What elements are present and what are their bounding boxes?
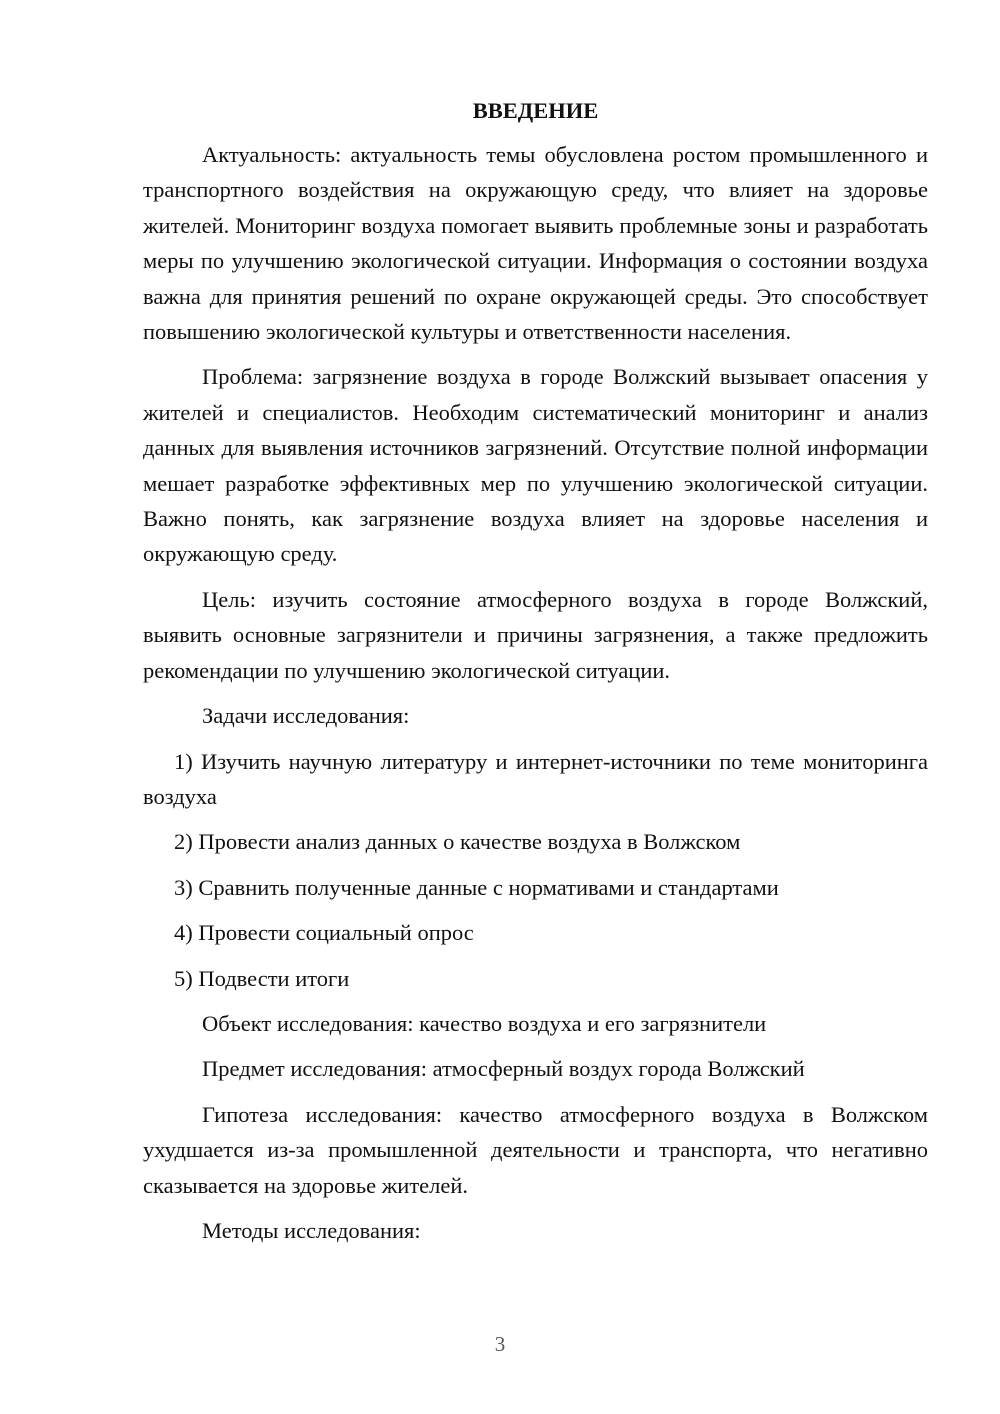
task-item-2: 2) Провести анализ данных о качестве воздуха в Волжском <box>174 829 741 855</box>
methods-heading: Методы исследования: <box>202 1217 421 1243</box>
task-item-5: 5) Подвести итоги <box>174 965 350 991</box>
hypothesis-paragraph: Гипотеза исследования: качество атмосферного воздуха в Волжском ухудшается из-за промышленной деятельности и транспорта, что негативно сказывается на здоровье жителей. <box>143 1101 928 1198</box>
section-title: ВВЕДЕНИЕ <box>472 98 599 123</box>
subject-paragraph: Предмет исследования: атмосферный воздух города Волжский <box>202 1056 805 1082</box>
task-item-4: 4) Провести социальный опрос <box>174 920 474 946</box>
page-number: 3 <box>494 1332 506 1356</box>
page-content <box>143 95 928 1248</box>
relevance-paragraph: Актуальность: актуальность темы обусловлена ростом промышленного и транспортного воздействия на окружающую среду, что влияет на здоровье жителей. Мониторинг воздуха помогает выявить проблемные зоны и разработать меры по улучшению экологической ситуации. Информация о состоянии воздуха важна для принятия решений по охране окружающей среды. Это способствует повышению экологической культуры и ответственности населения. <box>143 142 928 345</box>
task-item-3: 3) Сравнить полученные данные с нормативами и стандартами <box>174 874 779 900</box>
tasks-heading: Задачи исследования: <box>202 703 410 729</box>
goal-paragraph: Цель: изучить состояние атмосферного воздуха в городе Волжский, выявить основные загрязнители и причины загрязнения, а также предложить рекомендации по улучшению экологической ситуации. <box>143 586 928 683</box>
task-item-1: 1) Изучить научную литературу и интернет-источники по теме мониторинга воздуха <box>143 748 928 809</box>
problem-paragraph: Проблема: загрязнение воздуха в городе Волжский вызывает опасения у жителей и специалистов. Необходим систематический мониторинг и анализ данных для выявления источников загрязнений. Отсутствие полной информации мешает разработке эффективных мер по улучшению экологической ситуации. Важно понять, как загрязнение воздуха влияет на здоровье населения и окружающую среду. <box>143 364 928 567</box>
object-paragraph: Объект исследования: качество воздуха и его загрязнители <box>202 1010 767 1036</box>
